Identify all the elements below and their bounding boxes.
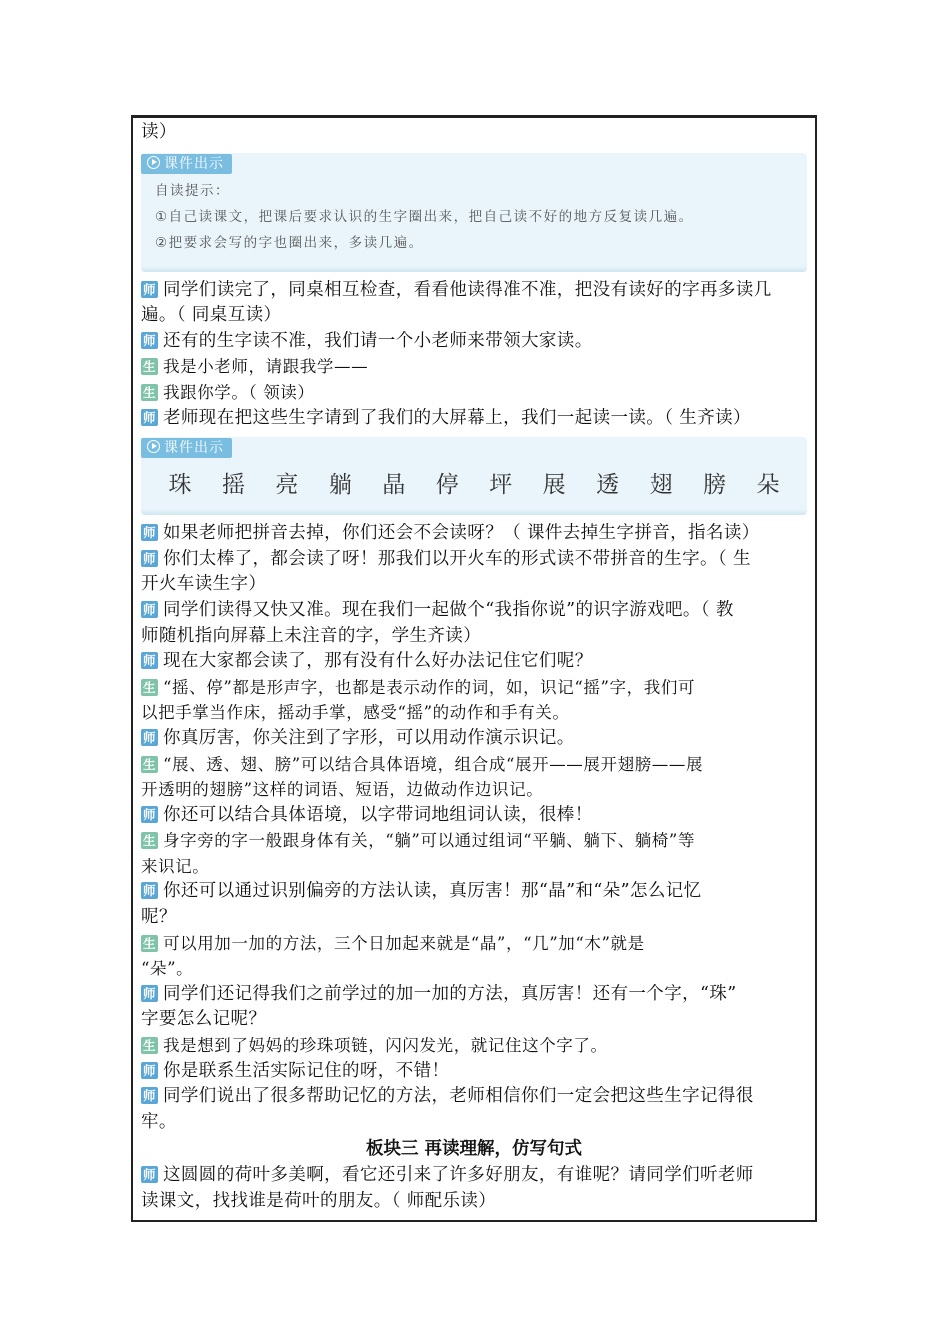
- student-tag-icon: 生: [142, 384, 157, 400]
- teacher-line: [141, 329, 807, 355]
- student-line: [141, 354, 807, 380]
- dialogue-block-a: [141, 278, 807, 432]
- teacher-tag-icon: 师: [141, 1166, 158, 1183]
- student-line: [141, 675, 807, 726]
- reading-tip-item: ②把要求会写的字也圈出来，多读几遍。: [155, 234, 424, 251]
- panel-shadow: [141, 266, 807, 272]
- dialogue-text: 以把手掌当作床，摇动手掌，感受“摇”的动作和手有关。: [141, 703, 570, 723]
- new-character: 坪: [489, 472, 513, 499]
- dialogue-text: 你真厉害，你关注到了字形，可以用动作演示识记。: [163, 727, 575, 748]
- intro-line: 读）: [141, 122, 177, 142]
- teacher-tag-icon: 师: [141, 332, 158, 349]
- dialogue-text: 你还可以结合具体语境，以字带词地组词认读，很棒！: [163, 804, 593, 825]
- student-tag-icon: 生: [142, 679, 157, 695]
- student-line: [141, 931, 807, 982]
- section-heading: 板块三 再读理解，仿写句式: [365, 1139, 583, 1160]
- dialogue-text: 你是联系生活实际记住的呀，不错！: [163, 1060, 450, 1081]
- dialogue-text: 开火车读生字）: [141, 574, 267, 595]
- new-character: 躺: [328, 472, 352, 499]
- student-tag-icon: 生: [142, 1038, 157, 1054]
- dialogue-text: “朵”。: [141, 959, 194, 979]
- teacher-line: [141, 649, 807, 675]
- dialogue-block-c: [141, 1163, 807, 1214]
- teacher-line: [141, 547, 807, 598]
- new-character: 停: [435, 472, 459, 499]
- teacher-tag-icon: 师: [141, 985, 158, 1002]
- dialogue-text: 开透明的翅膀”这样的词语、短语，边做动作边识记。: [141, 780, 544, 800]
- dialogue-text: “摇、停”都是形声字，也都是表示动作的词，如，识记“摇”字，我们可: [163, 677, 696, 697]
- dialogue-text: 你们太棒了，都会读了呀！那我们以开火车的形式读不带拼音的生字。（ 生: [163, 548, 751, 569]
- dialogue-text: 我跟你学。（ 领读）: [163, 382, 315, 402]
- dialogue-text: 如果老师把拼音去掉，你们还会不会读呀？（ 课件去掉生字拼音，指名读）: [163, 523, 760, 544]
- teacher-tag-icon: 师: [141, 729, 158, 746]
- play-icon: [147, 440, 160, 453]
- dialogue-text: 来识记。: [141, 856, 210, 876]
- dialogue-text: 这圆圆的荷叶多美啊，看它还引来了许多好朋友，有谁呢？请同学们听老师: [163, 1165, 754, 1186]
- teacher-tag-icon: 师: [141, 652, 158, 669]
- teacher-line: [141, 278, 807, 329]
- dialogue-text: 同学们说出了很多帮助记忆的方法，老师相信你们一定会把这些生字记得很: [163, 1086, 754, 1107]
- courseware-panel-reading-tips: [141, 153, 807, 272]
- new-character: 亮: [275, 472, 299, 499]
- dialogue-text: “展、透、翅、膀”可以结合具体语境，组合成“展开——展开翅膀——展: [163, 754, 704, 774]
- courseware-label: [141, 154, 232, 174]
- courseware-label: [141, 438, 232, 458]
- teacher-tag-icon: 师: [141, 524, 158, 541]
- dialogue-text: 还有的生字读不准，我们请一个小老师来带领大家读。: [163, 330, 593, 351]
- courseware-label-text: 课件出示: [164, 155, 224, 172]
- teacher-tag-icon: 师: [141, 1062, 158, 1079]
- new-character: 晶: [382, 472, 406, 499]
- new-character: 翅: [649, 472, 673, 499]
- teacher-line: [141, 1084, 807, 1135]
- dialogue-text: 呢？: [141, 907, 177, 928]
- student-line: [141, 380, 807, 406]
- dialogue-text: 同学们还记得我们之前学过的加一加的方法，真厉害！还有一个字，“珠”: [163, 983, 737, 1004]
- student-tag-icon: 生: [142, 833, 157, 849]
- student-line: [141, 828, 807, 879]
- reading-tips-title: 自读提示：: [155, 182, 230, 199]
- teacher-line: [141, 521, 807, 547]
- teacher-tag-icon: 师: [141, 806, 158, 823]
- dialogue-text: 字要怎么记呢？: [141, 1009, 267, 1030]
- student-line: [141, 1033, 807, 1059]
- new-character: 展: [542, 472, 566, 499]
- lesson-table: [131, 115, 817, 1222]
- dialogue-text: 师随机指向屏幕上未注音的字，学生齐读）: [141, 625, 482, 646]
- panel-shadow: [141, 509, 807, 515]
- teacher-line: [141, 598, 807, 649]
- student-tag-icon: 生: [142, 935, 157, 951]
- dialogue-block-b: [141, 521, 807, 1135]
- lesson-content: [141, 120, 807, 1215]
- dialogue-text: 同学们读完了，同桌相互检查，看看他读得准不准，把没有读好的字再多读几: [163, 279, 772, 300]
- courseware-label-text: 课件出示: [164, 440, 224, 457]
- reading-tips: [141, 174, 807, 266]
- play-icon: [147, 156, 160, 169]
- reading-tip-item: ①自己读课文，把课后要求认识的生字圈出来，把自己读不好的地方反复读几遍。: [155, 208, 694, 225]
- dialogue-text: 读课文，找找谁是荷叶的朋友。（ 师配乐读）: [141, 1191, 497, 1211]
- teacher-line: [141, 803, 807, 829]
- dialogue-text: 我是想到了妈妈的珍珠项链，闪闪发光，就记住这个字了。: [163, 1036, 608, 1056]
- teacher-line: [141, 982, 807, 1033]
- teacher-tag-icon: 师: [141, 882, 158, 899]
- new-character: 珠: [168, 472, 192, 499]
- teacher-tag-icon: 师: [141, 550, 158, 567]
- dialogue-text: 可以用加一加的方法，三个日加起来就是“晶”，“几”加“木”就是: [163, 933, 645, 953]
- teacher-line: [141, 1163, 807, 1214]
- dialogue-text: 牢。: [141, 1111, 177, 1132]
- student-line: [141, 752, 807, 803]
- dialogue-text: 你还可以通过识别偏旁的方法认读，真厉害！那“晶”和“朵”怎么记忆: [163, 881, 702, 902]
- teacher-line: [141, 406, 807, 432]
- student-tag-icon: 生: [142, 359, 157, 375]
- teacher-tag-icon: 师: [141, 601, 158, 618]
- teacher-line: [141, 726, 807, 752]
- courseware-panel-characters: [141, 437, 807, 515]
- new-character: 摇: [221, 472, 245, 499]
- teacher-tag-icon: 师: [141, 281, 158, 298]
- dialogue-text: 老师现在把这些生字请到了我们的大屏幕上，我们一起读一读。（ 生齐读）: [163, 407, 751, 428]
- teacher-tag-icon: 师: [141, 409, 158, 426]
- student-tag-icon: 生: [142, 756, 157, 772]
- dialogue-text: 现在大家都会读了，那有没有什么好办法记住它们呢？: [163, 651, 593, 672]
- new-character: 透: [596, 472, 620, 499]
- character-row: [141, 458, 807, 509]
- dialogue-text: 同学们读得又快又准。现在我们一起做个“我指你说”的识字游戏吧。（ 教: [163, 599, 734, 620]
- new-character: 膀: [703, 472, 727, 499]
- teacher-line: [141, 1059, 807, 1085]
- dialogue-text: 遍。（ 同桌互读）: [141, 305, 282, 326]
- teacher-tag-icon: 师: [141, 1087, 158, 1104]
- new-character: 朵: [756, 472, 780, 499]
- dialogue-text: 身字旁的字一般跟身体有关，“躺”可以通过组词“平躺、躺下、躺椅”等: [163, 831, 696, 851]
- teacher-line: [141, 879, 807, 930]
- dialogue-text: 我是小老师，请跟我学——: [163, 357, 369, 377]
